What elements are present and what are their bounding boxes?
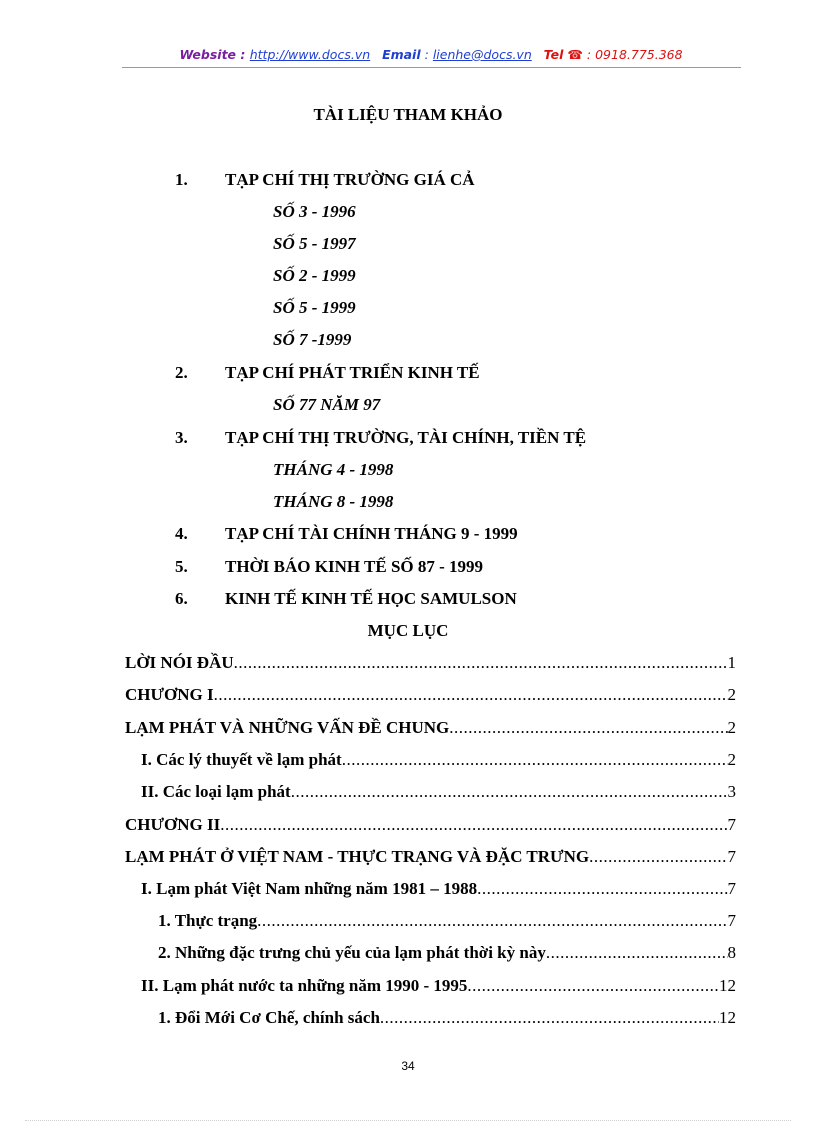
toc-leader-dots [449,718,727,738]
toc-leader-dots [214,685,728,705]
website-label: Website [179,47,237,62]
toc-page-number: 2 [727,718,736,737]
reference-sub-item: SỐ 5 - 1999 [273,298,356,317]
email-label: Email [382,47,421,62]
reference-sub-item: SỐ 3 - 1996 [273,202,356,221]
toc-page-number: 1 [727,653,736,672]
toc-entry[interactable]: LẠM PHÁT VÀ NHỮNG VẤN ĐỀ CHUNG ..... 2 [125,718,736,738]
toc-entry[interactable]: II. Lạm phát nước ta những năm 1990 - 1995 ..... 12 [141,976,736,996]
toc-entry[interactable]: 1. Thực trạng ..... 7 [158,911,736,931]
toc-entry[interactable]: CHƯƠNG I ..... 2 [125,685,736,705]
toc-leader-dots [291,782,728,802]
website-link[interactable]: http://www.docs.vn [249,47,371,62]
tel-value: : 0918.775.368 [582,47,683,62]
toc-entry[interactable]: 1. Đổi Mới Cơ Chế, chính sách ..... 12 [158,1008,736,1028]
reference-sub-item: THÁNG 4 - 1998 [273,460,394,479]
toc-leader-dots [380,1008,719,1028]
header-divider [122,67,741,68]
toc-page-number: 12 [719,1008,736,1027]
toc-page-number: 7 [727,911,736,930]
toc-leader-dots [342,750,728,770]
footer-divider [25,1120,791,1121]
toc-page-number: 7 [727,847,736,866]
toc-entry[interactable]: CHƯƠNG II ..... 7 [125,815,736,835]
tel-label: Tel [543,47,564,62]
toc-page-number: 2 [727,685,736,704]
toc-leader-dots [546,943,728,963]
toc-page-number: 8 [727,943,736,962]
toc-title: MỤC LỤC [367,621,449,640]
toc-entry[interactable]: II. Các loại lạm phát ..... 3 [141,782,736,802]
toc-leader-dots [477,879,727,899]
references-title: TÀI LIỆU THAM KHẢO [313,105,503,124]
toc-page-number: 7 [727,879,736,898]
email-separator: : [420,47,433,62]
reference-sub-item: SỐ 2 - 1999 [273,266,356,285]
reference-sub-item: SỐ 5 - 1997 [273,234,356,253]
toc-entry[interactable]: I. Các lý thuyết về lạm phát ..... 2 [141,750,736,770]
website-separator: : [236,47,250,62]
toc-entry[interactable]: 2. Những đặc trưng chủ yếu của lạm phát thời kỳ này ..... 8 [158,943,736,963]
toc-page-number: 3 [727,782,736,801]
toc-entry[interactable]: LỜI NÓI ĐẦU ..... 1 [125,653,736,673]
toc-entry[interactable]: LẠM PHÁT Ở VIỆT NAM - THỰC TRẠNG VÀ ĐẶC TRƯNG ..... 7 [125,847,736,867]
toc-leader-dots [234,653,728,673]
page-number: 34 [401,1059,415,1073]
toc-entry[interactable]: I. Lạm phát Việt Nam những năm 1981 – 1988 ..... 7 [141,879,736,899]
toc-leader-dots [467,976,719,996]
email-link[interactable]: lienhe@docs.vn [432,47,532,62]
toc-page-number: 12 [719,976,736,995]
toc-leader-dots [220,815,727,835]
toc-leader-dots [257,911,727,931]
reference-sub-item: SỐ 7 -1999 [273,330,352,349]
reference-sub-item: SỐ 77 NĂM 97 [273,395,381,414]
toc-page-number: 2 [727,750,736,769]
toc-leader-dots [589,847,727,867]
page-header [122,47,740,67]
phone-icon: ☎ [567,47,583,62]
reference-sub-item: THÁNG 8 - 1998 [273,492,394,511]
toc-page-number: 7 [727,815,736,834]
